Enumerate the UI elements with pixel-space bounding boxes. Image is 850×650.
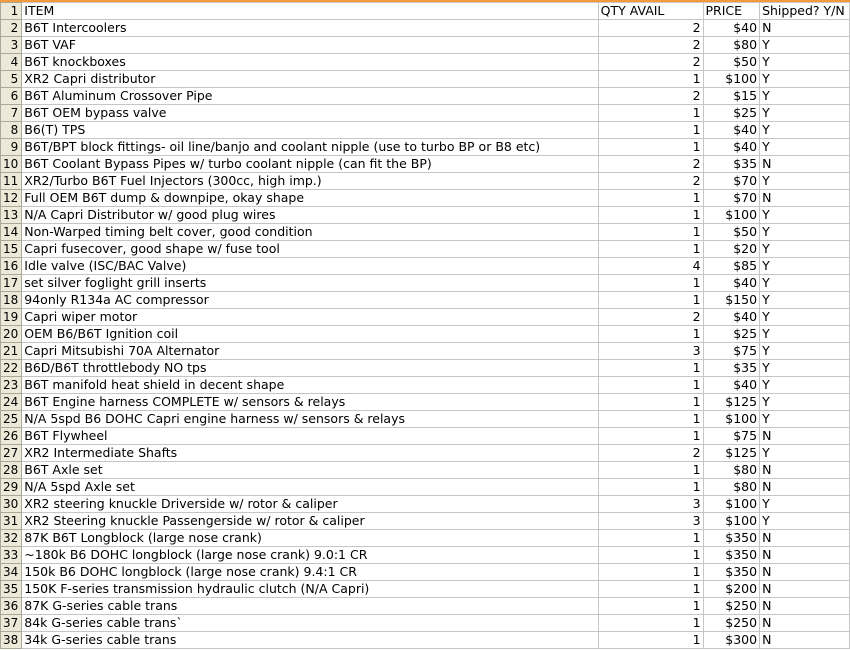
cell-price[interactable]: $350 bbox=[703, 530, 760, 547]
cell-qty[interactable]: 1 bbox=[598, 581, 703, 598]
row-header[interactable]: 25 bbox=[1, 411, 22, 428]
row-header[interactable]: 26 bbox=[1, 428, 22, 445]
row-header[interactable]: 15 bbox=[1, 241, 22, 258]
cell-qty[interactable]: 1 bbox=[598, 411, 703, 428]
row-header[interactable]: 37 bbox=[1, 615, 22, 632]
table-row bbox=[1, 581, 850, 598]
row-header[interactable]: 19 bbox=[1, 309, 22, 326]
cell-shipped[interactable]: Y bbox=[760, 411, 850, 428]
row-header[interactable]: 20 bbox=[1, 326, 22, 343]
cell-qty[interactable]: 1 bbox=[598, 462, 703, 479]
cell-item[interactable]: XR2 steering knuckle Driverside w/ rotor & caliper bbox=[22, 496, 598, 513]
row-header[interactable]: 38 bbox=[1, 632, 22, 649]
row-header[interactable]: 13 bbox=[1, 207, 22, 224]
cell-item[interactable]: set silver foglight grill inserts bbox=[22, 275, 598, 292]
row-header[interactable]: 5 bbox=[1, 71, 22, 88]
cell-qty[interactable]: 1 bbox=[598, 275, 703, 292]
cell-qty[interactable]: 3 bbox=[598, 343, 703, 360]
cell-item[interactable]: ~180k B6 DOHC longblock (large nose crank) 9.0:1 CR bbox=[22, 547, 598, 564]
cell-price[interactable]: $40 bbox=[703, 122, 760, 139]
row-header[interactable]: 21 bbox=[1, 343, 22, 360]
cell-item[interactable]: B6T Intercoolers bbox=[22, 20, 598, 37]
cell-qty[interactable]: 1 bbox=[598, 428, 703, 445]
table-row bbox=[1, 20, 850, 37]
row-header[interactable]: 29 bbox=[1, 479, 22, 496]
row-header[interactable]: 36 bbox=[1, 598, 22, 615]
table-row bbox=[1, 258, 850, 275]
cell-price[interactable]: $75 bbox=[703, 428, 760, 445]
cell-shipped[interactable]: N bbox=[760, 479, 850, 496]
row-header[interactable]: 7 bbox=[1, 105, 22, 122]
cell-shipped[interactable]: N bbox=[760, 428, 850, 445]
cell-shipped[interactable]: Y bbox=[760, 139, 850, 156]
cell-shipped[interactable]: N bbox=[760, 547, 850, 564]
table-row bbox=[1, 513, 850, 530]
cell-price[interactable]: $300 bbox=[703, 632, 760, 649]
row-header[interactable]: 34 bbox=[1, 564, 22, 581]
cell-price[interactable]: $35 bbox=[703, 360, 760, 377]
cell-item[interactable]: XR2/Turbo B6T Fuel Injectors (300cc, high imp.) bbox=[22, 173, 598, 190]
cell-shipped[interactable]: N bbox=[760, 20, 850, 37]
row-header[interactable]: 32 bbox=[1, 530, 22, 547]
cell-shipped[interactable]: Y bbox=[760, 88, 850, 105]
cell-shipped[interactable]: Y bbox=[760, 71, 850, 88]
cell-qty[interactable]: 1 bbox=[598, 224, 703, 241]
table-row bbox=[1, 564, 850, 581]
row-header[interactable]: 14 bbox=[1, 224, 22, 241]
cell-qty[interactable]: 2 bbox=[598, 20, 703, 37]
cell-item[interactable]: B6T Coolant Bypass Pipes w/ turbo coolant nipple (can fit the BP) bbox=[22, 156, 598, 173]
cell-item[interactable]: B6T/BPT block fittings- oil line/banjo and coolant nipple (use to turbo BP or B8 etc) bbox=[22, 139, 598, 156]
cell-item[interactable]: B6T Flywheel bbox=[22, 428, 598, 445]
row-header[interactable]: 23 bbox=[1, 377, 22, 394]
cell-item[interactable]: OEM B6/B6T Ignition coil bbox=[22, 326, 598, 343]
cell-price[interactable]: $100 bbox=[703, 71, 760, 88]
header-row bbox=[1, 3, 850, 20]
cell-item[interactable]: 150K F-series transmission hydraulic clutch (N/A Capri) bbox=[22, 581, 598, 598]
cell-item[interactable]: B6T manifold heat shield in decent shape bbox=[22, 377, 598, 394]
row-header[interactable]: 6 bbox=[1, 88, 22, 105]
cell-shipped[interactable]: Y bbox=[760, 122, 850, 139]
table-row bbox=[1, 37, 850, 54]
row-header[interactable]: 24 bbox=[1, 394, 22, 411]
cell-price[interactable]: $25 bbox=[703, 105, 760, 122]
cell-shipped[interactable]: Y bbox=[760, 360, 850, 377]
cell-qty[interactable]: 1 bbox=[598, 71, 703, 88]
cell-qty[interactable]: 1 bbox=[598, 207, 703, 224]
cell-item[interactable]: XR2 Intermediate Shafts bbox=[22, 445, 598, 462]
cell-price[interactable]: $85 bbox=[703, 258, 760, 275]
row-header[interactable]: 28 bbox=[1, 462, 22, 479]
cell-shipped[interactable]: Y bbox=[760, 326, 850, 343]
row-header[interactable]: 10 bbox=[1, 156, 22, 173]
cell-price[interactable]: $250 bbox=[703, 615, 760, 632]
row-header[interactable]: 18 bbox=[1, 292, 22, 309]
row-header[interactable]: 17 bbox=[1, 275, 22, 292]
cell-qty[interactable]: 1 bbox=[598, 377, 703, 394]
cell-price[interactable]: $100 bbox=[703, 496, 760, 513]
cell-shipped[interactable]: N bbox=[760, 156, 850, 173]
cell-item[interactable]: B6T Engine harness COMPLETE w/ sensors & relays bbox=[22, 394, 598, 411]
cell-qty[interactable]: 1 bbox=[598, 360, 703, 377]
cell-shipped[interactable]: N bbox=[760, 615, 850, 632]
table-row bbox=[1, 71, 850, 88]
table-row bbox=[1, 428, 850, 445]
cell-shipped[interactable]: N bbox=[760, 530, 850, 547]
cell-shipped[interactable]: Y bbox=[760, 292, 850, 309]
table-row bbox=[1, 224, 850, 241]
cell-shipped[interactable]: Y bbox=[760, 224, 850, 241]
cell-item[interactable]: 94only R134a AC compressor bbox=[22, 292, 598, 309]
cell-price[interactable]: $15 bbox=[703, 88, 760, 105]
row-header[interactable]: 16 bbox=[1, 258, 22, 275]
cell-price[interactable]: $75 bbox=[703, 343, 760, 360]
row-header[interactable]: 22 bbox=[1, 360, 22, 377]
cell-item[interactable]: 84k G-series cable trans` bbox=[22, 615, 598, 632]
table-row bbox=[1, 394, 850, 411]
cell-price[interactable]: $40 bbox=[703, 309, 760, 326]
cell-price[interactable]: $40 bbox=[703, 139, 760, 156]
cell-item[interactable]: B6T OEM bypass valve bbox=[22, 105, 598, 122]
cell-item[interactable]: N/A 5spd B6 DOHC Capri engine harness w/ sensors & relays bbox=[22, 411, 598, 428]
cell-item[interactable]: 87K B6T Longblock (large nose crank) bbox=[22, 530, 598, 547]
cell-shipped[interactable]: N bbox=[760, 581, 850, 598]
cell-shipped[interactable]: N bbox=[760, 190, 850, 207]
cell-price[interactable]: $20 bbox=[703, 241, 760, 258]
table-row bbox=[1, 411, 850, 428]
table-row bbox=[1, 241, 850, 258]
cell-price[interactable]: $350 bbox=[703, 547, 760, 564]
cell-price[interactable]: $40 bbox=[703, 377, 760, 394]
cell-shipped[interactable]: Y bbox=[760, 258, 850, 275]
table-row bbox=[1, 105, 850, 122]
row-header[interactable]: 2 bbox=[1, 20, 22, 37]
inventory-table bbox=[0, 2, 850, 649]
cell-price[interactable]: $100 bbox=[703, 207, 760, 224]
cell-qty[interactable]: 1 bbox=[598, 479, 703, 496]
table-row bbox=[1, 360, 850, 377]
row-header[interactable]: 3 bbox=[1, 37, 22, 54]
cell-item[interactable]: Capri wiper motor bbox=[22, 309, 598, 326]
cell-qty[interactable]: 1 bbox=[598, 615, 703, 632]
table-row bbox=[1, 173, 850, 190]
cell-item[interactable]: B6D/B6T throttlebody NO tps bbox=[22, 360, 598, 377]
cell-item[interactable]: 87K G-series cable trans bbox=[22, 598, 598, 615]
cell-item[interactable]: B6T VAF bbox=[22, 37, 598, 54]
header-shipped[interactable]: Shipped? Y/N bbox=[760, 3, 850, 20]
table-row bbox=[1, 292, 850, 309]
header-item[interactable]: ITEM bbox=[22, 3, 598, 20]
table-row bbox=[1, 377, 850, 394]
cell-shipped[interactable]: Y bbox=[760, 275, 850, 292]
cell-qty[interactable]: 1 bbox=[598, 190, 703, 207]
cell-item[interactable]: N/A Capri Distributor w/ good plug wires bbox=[22, 207, 598, 224]
table-row bbox=[1, 598, 850, 615]
cell-item[interactable]: Non-Warped timing belt cover, good condition bbox=[22, 224, 598, 241]
cell-qty[interactable]: 1 bbox=[598, 139, 703, 156]
cell-shipped[interactable]: Y bbox=[760, 496, 850, 513]
cell-item[interactable]: N/A 5spd Axle set bbox=[22, 479, 598, 496]
table-row bbox=[1, 547, 850, 564]
row-header[interactable]: 33 bbox=[1, 547, 22, 564]
cell-qty[interactable]: 1 bbox=[598, 394, 703, 411]
table-row bbox=[1, 139, 850, 156]
cell-item[interactable]: XR2 Capri distributor bbox=[22, 71, 598, 88]
row-header[interactable]: 1 bbox=[1, 3, 22, 20]
cell-shipped[interactable]: Y bbox=[760, 309, 850, 326]
table-row bbox=[1, 88, 850, 105]
cell-shipped[interactable]: Y bbox=[760, 207, 850, 224]
row-header[interactable]: 35 bbox=[1, 581, 22, 598]
cell-qty[interactable]: 1 bbox=[598, 564, 703, 581]
cell-qty[interactable]: 1 bbox=[598, 547, 703, 564]
cell-item[interactable]: B6T Aluminum Crossover Pipe bbox=[22, 88, 598, 105]
table-row bbox=[1, 326, 850, 343]
cell-qty[interactable]: 2 bbox=[598, 88, 703, 105]
cell-qty[interactable]: 2 bbox=[598, 37, 703, 54]
cell-qty[interactable]: 1 bbox=[598, 122, 703, 139]
table-row bbox=[1, 156, 850, 173]
table-row bbox=[1, 207, 850, 224]
cell-price[interactable]: $80 bbox=[703, 37, 760, 54]
table-row bbox=[1, 343, 850, 360]
table-row bbox=[1, 632, 850, 649]
cell-price[interactable]: $25 bbox=[703, 326, 760, 343]
cell-price[interactable]: $50 bbox=[703, 54, 760, 71]
table-row bbox=[1, 54, 850, 71]
cell-shipped[interactable]: N bbox=[760, 462, 850, 479]
cell-price[interactable]: $125 bbox=[703, 445, 760, 462]
row-header[interactable]: 27 bbox=[1, 445, 22, 462]
cell-item[interactable]: Full OEM B6T dump & downpipe, okay shape bbox=[22, 190, 598, 207]
cell-item[interactable]: XR2 Steering knuckle Passengerside w/ rotor & caliper bbox=[22, 513, 598, 530]
table-row bbox=[1, 309, 850, 326]
cell-price[interactable]: $350 bbox=[703, 564, 760, 581]
row-header[interactable]: 31 bbox=[1, 513, 22, 530]
cell-item[interactable]: B6T Axle set bbox=[22, 462, 598, 479]
table-row bbox=[1, 496, 850, 513]
cell-qty[interactable]: 4 bbox=[598, 258, 703, 275]
cell-price[interactable]: $70 bbox=[703, 173, 760, 190]
cell-shipped[interactable]: Y bbox=[760, 173, 850, 190]
table-row bbox=[1, 530, 850, 547]
cell-item[interactable]: 34k G-series cable trans bbox=[22, 632, 598, 649]
cell-qty[interactable]: 2 bbox=[598, 309, 703, 326]
cell-qty[interactable]: 3 bbox=[598, 496, 703, 513]
row-header[interactable]: 8 bbox=[1, 122, 22, 139]
cell-item[interactable]: Capri fusecover, good shape w/ fuse tool bbox=[22, 241, 598, 258]
cell-shipped[interactable]: Y bbox=[760, 394, 850, 411]
table-row bbox=[1, 122, 850, 139]
cell-qty[interactable]: 2 bbox=[598, 156, 703, 173]
cell-shipped[interactable]: N bbox=[760, 632, 850, 649]
header-qty[interactable]: QTY AVAIL bbox=[598, 3, 703, 20]
table-row bbox=[1, 615, 850, 632]
cell-qty[interactable]: 2 bbox=[598, 54, 703, 71]
cell-shipped[interactable]: Y bbox=[760, 241, 850, 258]
cell-qty[interactable]: 2 bbox=[598, 173, 703, 190]
cell-shipped[interactable]: Y bbox=[760, 445, 850, 462]
cell-price[interactable]: $40 bbox=[703, 275, 760, 292]
cell-price[interactable]: $125 bbox=[703, 394, 760, 411]
cell-price[interactable]: $35 bbox=[703, 156, 760, 173]
cell-price[interactable]: $50 bbox=[703, 224, 760, 241]
row-header[interactable]: 9 bbox=[1, 139, 22, 156]
cell-price[interactable]: $100 bbox=[703, 513, 760, 530]
cell-qty[interactable]: 1 bbox=[598, 105, 703, 122]
table-row bbox=[1, 462, 850, 479]
cell-shipped[interactable]: Y bbox=[760, 37, 850, 54]
cell-qty[interactable]: 1 bbox=[598, 241, 703, 258]
cell-qty[interactable]: 1 bbox=[598, 326, 703, 343]
cell-qty[interactable]: 1 bbox=[598, 632, 703, 649]
cell-price[interactable]: $250 bbox=[703, 598, 760, 615]
cell-qty[interactable]: 1 bbox=[598, 530, 703, 547]
cell-item[interactable]: B6T knockboxes bbox=[22, 54, 598, 71]
cell-shipped[interactable]: N bbox=[760, 598, 850, 615]
cell-shipped[interactable]: Y bbox=[760, 54, 850, 71]
cell-price[interactable]: $80 bbox=[703, 462, 760, 479]
cell-qty[interactable]: 1 bbox=[598, 292, 703, 309]
cell-shipped[interactable]: N bbox=[760, 564, 850, 581]
cell-item[interactable]: Capri Mitsubishi 70A Alternator bbox=[22, 343, 598, 360]
table-row bbox=[1, 275, 850, 292]
cell-price[interactable]: $40 bbox=[703, 20, 760, 37]
cell-qty[interactable]: 2 bbox=[598, 445, 703, 462]
cell-price[interactable]: $80 bbox=[703, 479, 760, 496]
cell-price[interactable]: $200 bbox=[703, 581, 760, 598]
cell-item[interactable]: Idle valve (ISC/BAC Valve) bbox=[22, 258, 598, 275]
cell-price[interactable]: $70 bbox=[703, 190, 760, 207]
cell-shipped[interactable]: Y bbox=[760, 343, 850, 360]
cell-qty[interactable]: 1 bbox=[598, 598, 703, 615]
row-header[interactable]: 30 bbox=[1, 496, 22, 513]
row-header[interactable]: 4 bbox=[1, 54, 22, 71]
cell-price[interactable]: $100 bbox=[703, 411, 760, 428]
table-row bbox=[1, 479, 850, 496]
header-price[interactable]: PRICE bbox=[703, 3, 760, 20]
table-row bbox=[1, 445, 850, 462]
row-header[interactable]: 12 bbox=[1, 190, 22, 207]
cell-shipped[interactable]: Y bbox=[760, 513, 850, 530]
cell-shipped[interactable]: Y bbox=[760, 105, 850, 122]
cell-price[interactable]: $150 bbox=[703, 292, 760, 309]
cell-item[interactable]: B6(T) TPS bbox=[22, 122, 598, 139]
cell-qty[interactable]: 3 bbox=[598, 513, 703, 530]
cell-item[interactable]: 150k B6 DOHC longblock (large nose crank) 9.4:1 CR bbox=[22, 564, 598, 581]
cell-shipped[interactable]: Y bbox=[760, 377, 850, 394]
table-row bbox=[1, 190, 850, 207]
row-header[interactable]: 11 bbox=[1, 173, 22, 190]
